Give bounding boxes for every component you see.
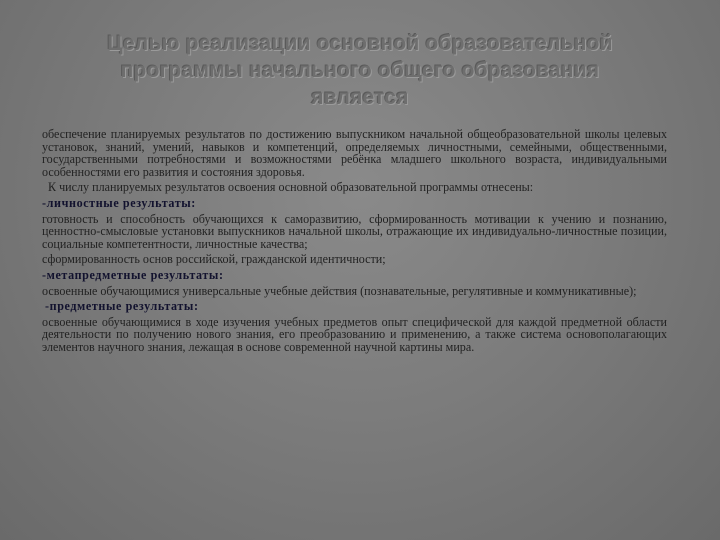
title-line-2: программы начального общего образования [120,59,600,82]
slide-title [60,30,660,111]
slide-body [42,128,667,357]
heading-subject-results: -предметные результаты: [45,299,199,314]
paragraph-identity: сформированность основ российской, гражданской идентичности; [42,252,386,267]
heading-metasubject-results: -метапредметные результаты: [42,267,224,282]
title-line-1: Целью реализации основной образовательной [107,32,613,55]
paragraph-goal: обеспечение планируемых результатов по достижению выпускником начальной общеобразовательной школы целевых установок, знаний, умений, навыков и компетенций, определяемых личностными, семейными, общественными, государственными потребностями и возможностями ребёнка младшего школьного возраста, индивидуальными особенностями его развития и состояния здоровья. [42,127,667,179]
paragraph-metasubject-results: освоенные обучающимися универсальные учебные действия (познавательные, регулятивные и коммуникативные); [42,283,637,298]
heading-personal-results: -личностные результаты: [42,195,196,210]
title-line-3: является [311,86,409,109]
paragraph-results-intro: К числу планируемых результатов освоения основной образовательной программы отнесены: [48,180,534,195]
paragraph-subject-results: освоенные обучающимися в ходе изучения учебных предметов опыт специфической для каждой предметной области деятельности по получению нового знания, его преобразованию и применению, а также система основополагающих элементов научного знания, лежащая в основе современной научной картины мира. [42,314,667,354]
paragraph-personal-results: готовность и способность обучающихся к саморазвитию, сформированность мотивации к учению и познанию, ценностно-смысловые установки выпускников начальной школы, отражающие их индивидуально-личностные позиции, социальные компетентности, личностные качества; [42,211,667,251]
